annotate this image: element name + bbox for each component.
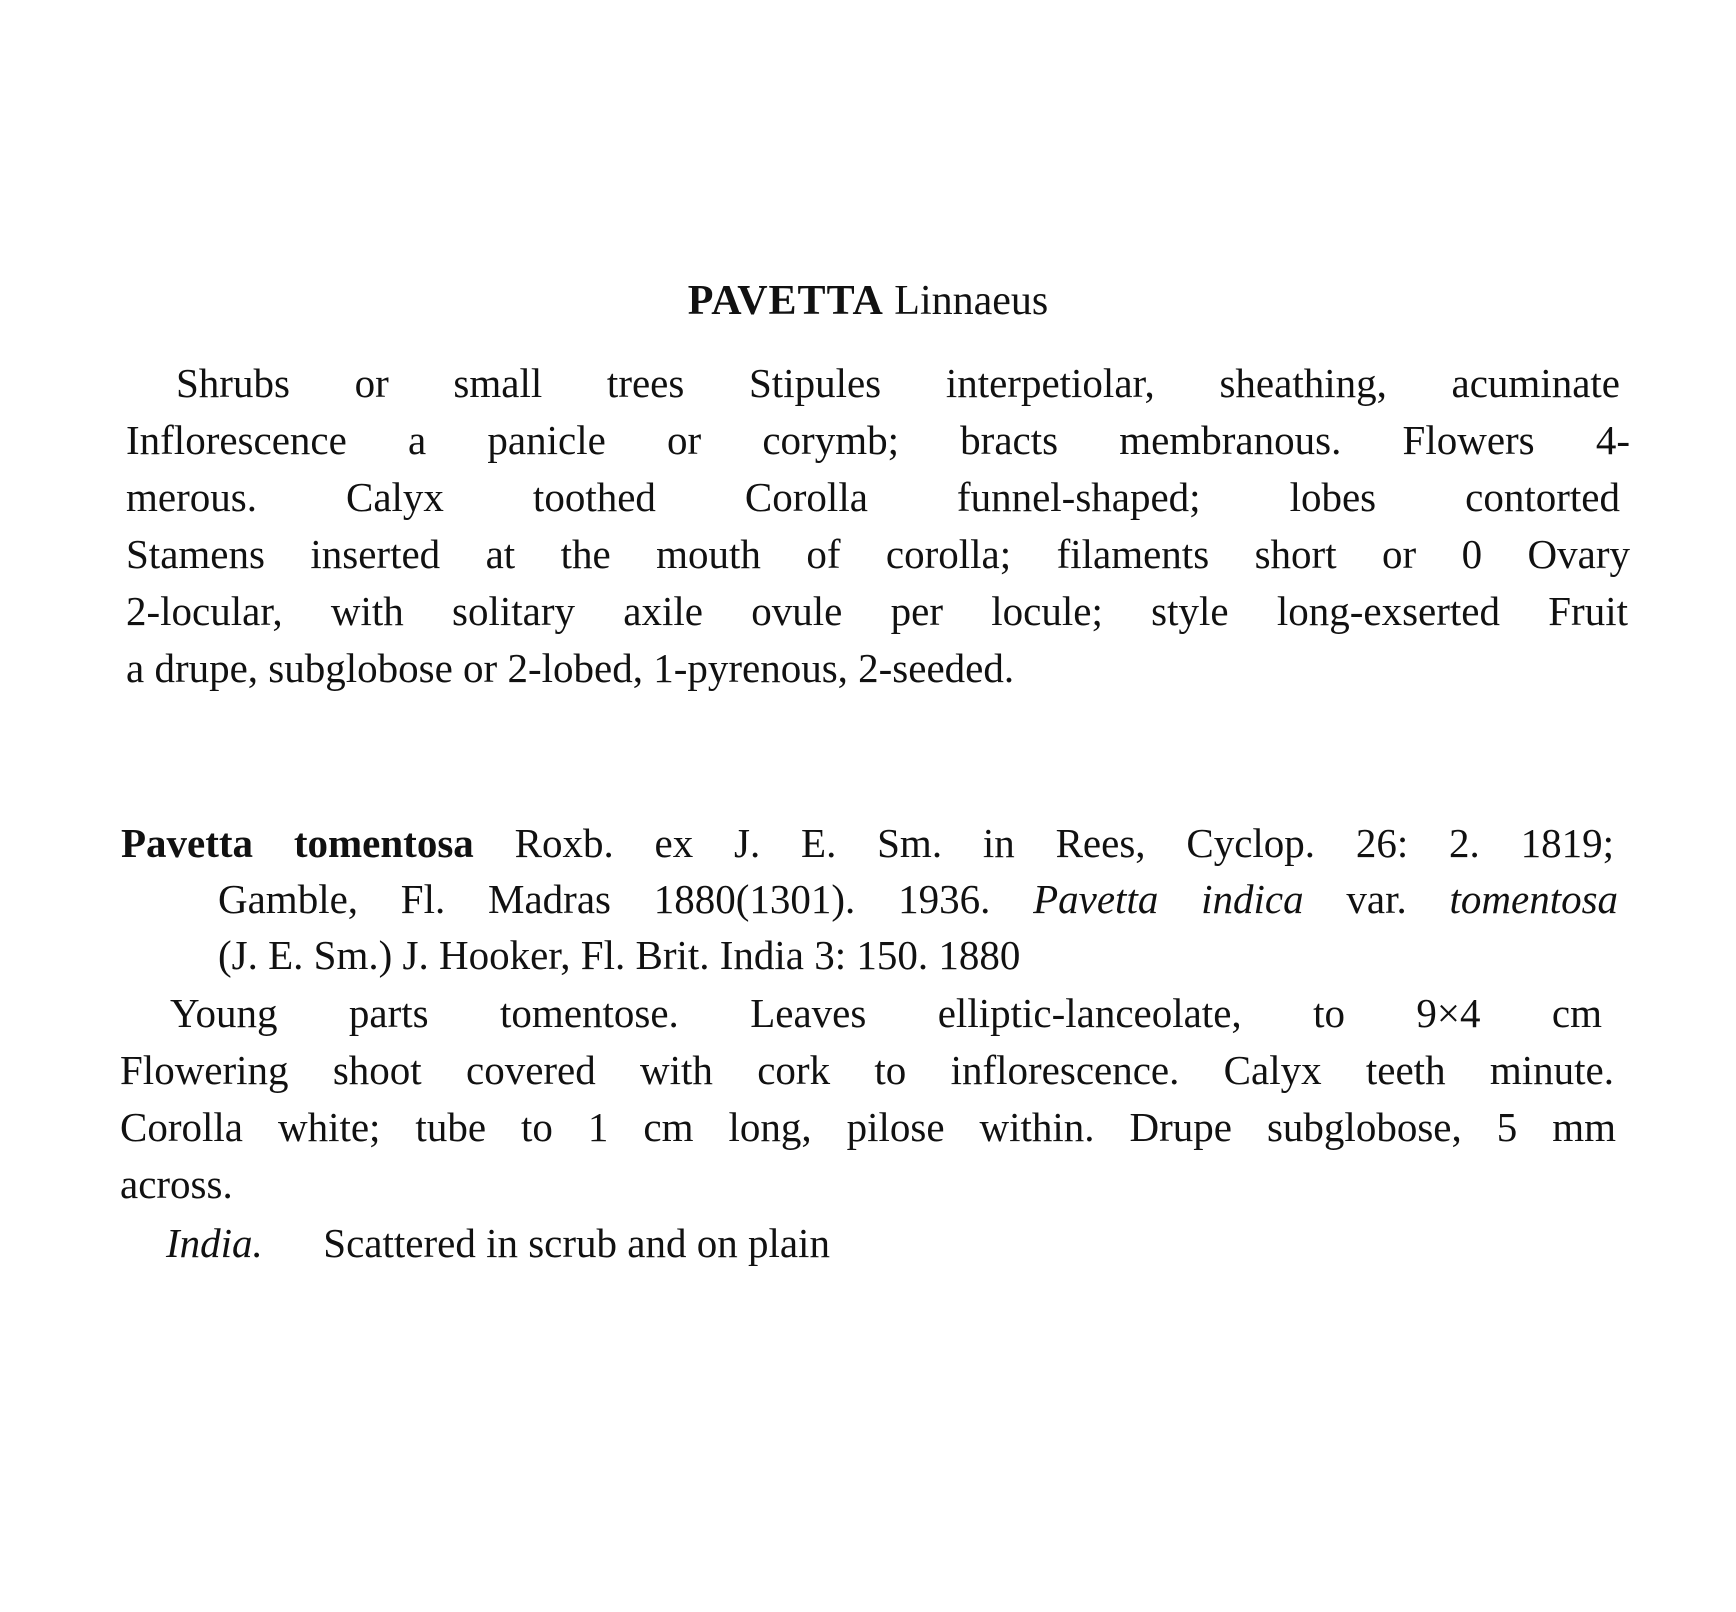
synonym-rank: var.: [1346, 876, 1407, 922]
genus-name: PAVETTA: [687, 278, 884, 324]
species-name: Pavetta tomentosa: [121, 820, 474, 866]
species-description-line: across.: [120, 1161, 233, 1207]
genus-description-line: Shrubs or small trees Stipules interpetiolar, sheathing, acuminate: [176, 360, 1620, 406]
species-citation: Roxb. ex J. E. Sm. in Rees, Cyclop. 26: 2. 1819;: [514, 820, 1615, 866]
genus-authority: Linnaeus: [894, 278, 1049, 324]
species-distribution: [166, 1218, 830, 1268]
species-citation-line: (J. E. Sm.) J. Hooker, Fl. Brit. India 3: 150. 1880: [218, 932, 1021, 978]
distribution-text: Scattered in scrub and on plain: [323, 1220, 830, 1266]
genus-description-line: 2-locular, with solitary axile ovule per locule; style long-exserted Fruit: [126, 588, 1628, 634]
synonym-name: Pavetta indica: [1033, 876, 1304, 922]
genus-heading: [0, 276, 1736, 326]
species-heading: [121, 818, 1614, 868]
genus-description-line: a drupe, subglobose or 2-lobed, 1-pyrenous, 2-seeded.: [126, 645, 1015, 691]
distribution-region: India.: [166, 1220, 263, 1266]
species-citation: Gamble, Fl. Madras 1880(1301). 1936.: [218, 876, 991, 922]
species-citation-line: [218, 874, 1618, 924]
synonym-epithet: tomentosa: [1449, 876, 1619, 922]
genus-description-line: merous. Calyx toothed Corolla funnel-shaped; lobes contorted: [126, 474, 1620, 520]
species-description-line: Young parts tomentose. Leaves elliptic-lanceolate, to 9×4 cm: [170, 990, 1602, 1036]
species-description-line: Flowering shoot covered with cork to inflorescence. Calyx teeth minute.: [120, 1047, 1614, 1093]
genus-description-line: Stamens inserted at the mouth of corolla; filaments short or 0 Ovary: [126, 531, 1630, 577]
species-description-line: Corolla white; tube to 1 cm long, pilose within. Drupe subglobose, 5 mm: [120, 1104, 1616, 1150]
genus-description-line: Inflorescence a panicle or corymb; bracts membranous. Flowers 4-: [126, 417, 1630, 463]
